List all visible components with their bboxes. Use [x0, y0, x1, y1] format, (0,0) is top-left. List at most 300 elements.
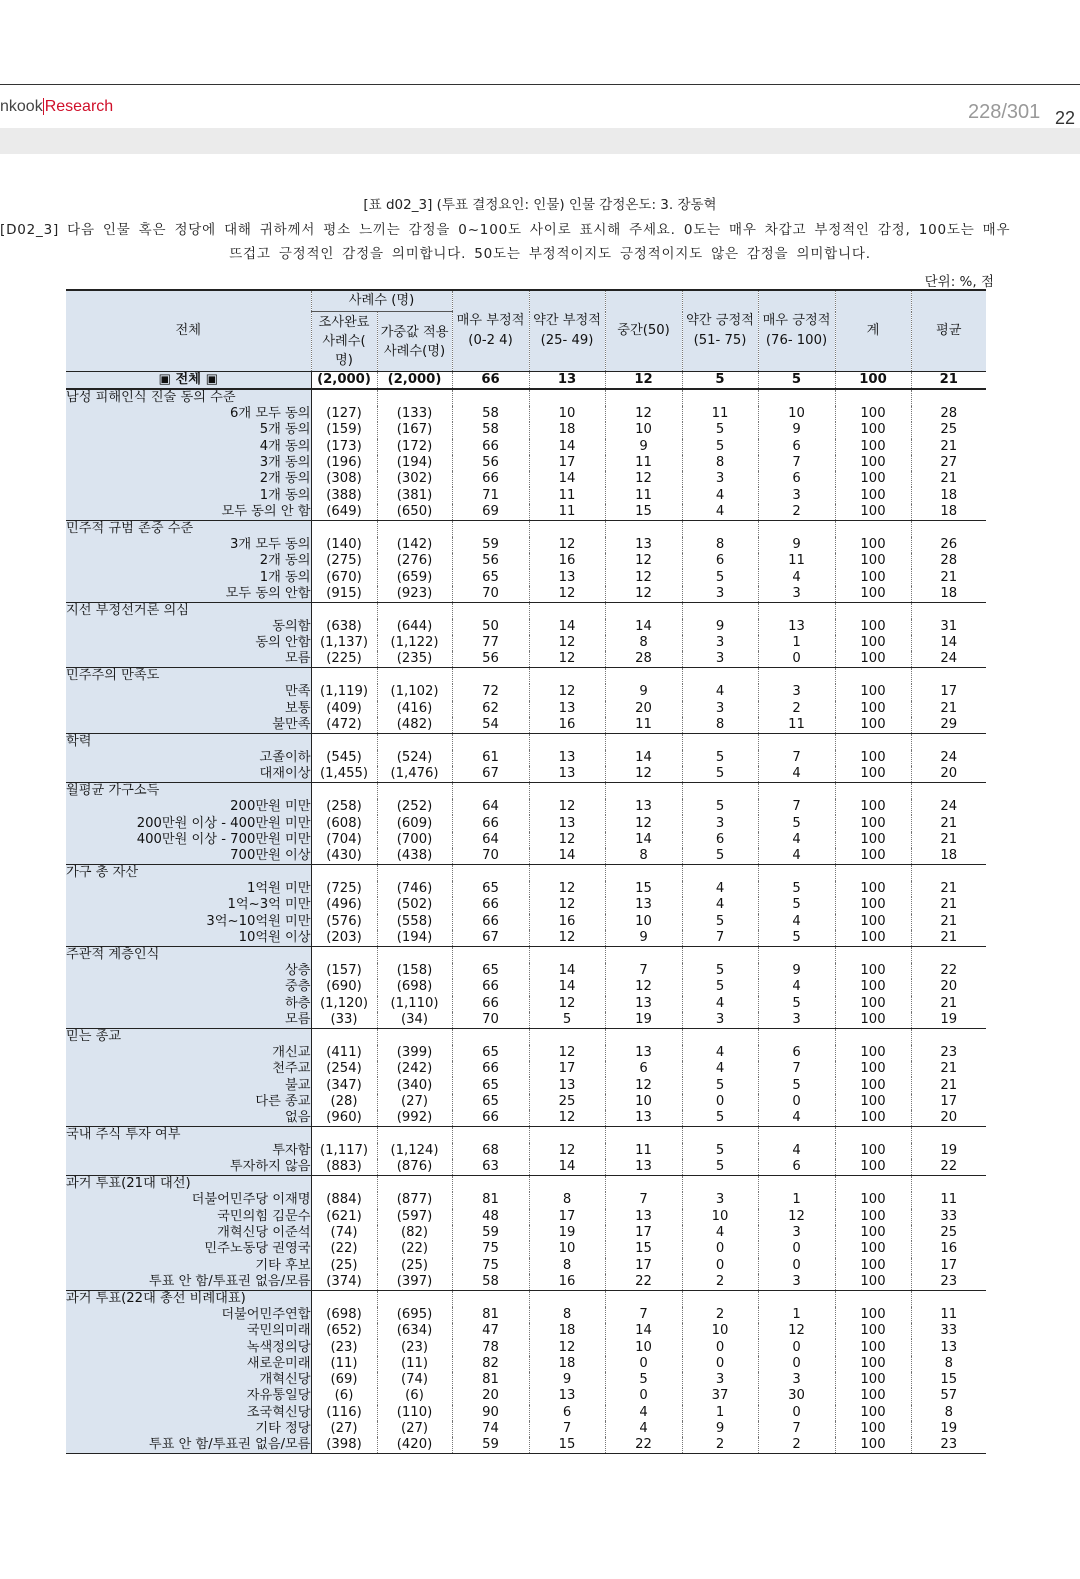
table-row [66, 799, 986, 815]
table-cell: 0 [682, 1339, 758, 1355]
group-title: 주관적 계층인식 [66, 946, 311, 963]
table-cell: 21 [911, 471, 986, 487]
table-row [66, 1388, 986, 1404]
group-spacer-cell [311, 602, 377, 619]
table-cell: 66 [452, 1110, 529, 1127]
group-spacer-cell [311, 1176, 377, 1193]
group-spacer-cell [911, 668, 986, 685]
table-cell: 3 [758, 586, 835, 603]
table-cell: 17 [529, 455, 605, 471]
table-row [66, 815, 986, 831]
group-title: 국내 주식 투자 여부 [66, 1127, 311, 1144]
table-cell: 0 [682, 1356, 758, 1372]
table-cell: 3 [758, 1372, 835, 1388]
table-cell: 8 [529, 1258, 605, 1274]
table-cell: 11 [605, 1143, 682, 1159]
table-cell: 3 [682, 651, 758, 668]
table-row [66, 881, 986, 897]
table-cell: 100 [835, 586, 911, 603]
table-cell: 66 [452, 471, 529, 487]
table-cell: 0 [758, 1339, 835, 1355]
table-cell: 8 [682, 455, 758, 471]
group-title: 남성 피해인식 진술 동의 수준 [66, 389, 311, 406]
group-spacer-cell [377, 946, 452, 963]
table-cell: 20 [911, 1110, 986, 1127]
table-row [66, 717, 986, 734]
group-spacer-cell [529, 389, 605, 406]
table-row [66, 1209, 986, 1225]
table-cell: 10 [605, 914, 682, 930]
table-cell: (1,102) [377, 684, 452, 700]
group-spacer-cell [682, 733, 758, 750]
table-cell: (876) [377, 1159, 452, 1176]
table-cell: 70 [452, 1012, 529, 1029]
table-cell: 100 [835, 1045, 911, 1061]
table-cell: 14 [529, 1159, 605, 1176]
table-cell: (74) [311, 1225, 377, 1241]
unit-label: 단위: %, 점 [924, 274, 994, 290]
table-cell: 17 [529, 1061, 605, 1077]
table-cell: 13 [758, 619, 835, 635]
group-spacer-cell [835, 1127, 911, 1144]
table-cell: 11 [529, 504, 605, 521]
table-cell: 82 [452, 1356, 529, 1372]
table-cell: 26 [911, 537, 986, 553]
table-cell: (438) [377, 848, 452, 865]
table-cell: 100 [835, 1405, 911, 1421]
table-cell: 61 [452, 750, 529, 766]
table-cell: 27 [911, 455, 986, 471]
table-cell: (34) [377, 1012, 452, 1029]
table-cell: (158) [377, 963, 452, 979]
table-row [66, 996, 986, 1012]
table-cell: 5 [682, 848, 758, 865]
table-cell: 9 [682, 619, 758, 635]
table-cell: (2,000) [311, 372, 377, 390]
group-spacer-cell [452, 520, 529, 537]
table-cell: (82) [377, 1225, 452, 1241]
group-spacer-cell [911, 733, 986, 750]
table-cell: 17 [911, 684, 986, 700]
table-cell: 5 [758, 897, 835, 913]
table-cell: 25 [529, 1094, 605, 1110]
group-spacer-cell [452, 389, 529, 406]
group-spacer-cell [682, 946, 758, 963]
table-cell: 2 [758, 504, 835, 521]
row-label: 대재이상 [66, 766, 311, 783]
table-cell: 9 [605, 684, 682, 700]
table-cell: 4 [682, 487, 758, 503]
table-cell: 67 [452, 930, 529, 947]
table-cell: 100 [835, 439, 911, 455]
table-cell: 10 [529, 1241, 605, 1257]
table-row [66, 1241, 986, 1257]
table-cell: 0 [758, 1094, 835, 1110]
group-spacer-cell [911, 520, 986, 537]
row-label: 중층 [66, 979, 311, 995]
table-cell: 21 [911, 1061, 986, 1077]
table-cell: 22 [911, 1159, 986, 1176]
table-cell: 65 [452, 963, 529, 979]
table-cell: 18 [911, 848, 986, 865]
table-cell: 6 [605, 1061, 682, 1077]
table-cell: 12 [529, 586, 605, 603]
table-cell: 15 [605, 504, 682, 521]
row-label: 고졸이하 [66, 750, 311, 766]
table-cell: 11 [911, 1192, 986, 1208]
table-cell: 100 [835, 1356, 911, 1372]
table-row [66, 1225, 986, 1241]
table-cell: 66 [452, 979, 529, 995]
row-label: 1개 동의 [66, 569, 311, 585]
group-spacer-cell [311, 668, 377, 685]
table-cell: 8 [911, 1405, 986, 1421]
table-cell: (1,124) [377, 1143, 452, 1159]
group-spacer-cell [605, 520, 682, 537]
group-spacer-cell [758, 783, 835, 800]
group-spacer-cell [605, 1028, 682, 1045]
table-cell: 56 [452, 455, 529, 471]
table-cell: (690) [311, 979, 377, 995]
table-cell: 18 [529, 1323, 605, 1339]
table-cell: 100 [835, 1323, 911, 1339]
table-cell: (347) [311, 1077, 377, 1093]
group-spacer-cell [835, 1290, 911, 1307]
question-text [0, 218, 1070, 266]
table-cell: 3 [682, 815, 758, 831]
table-cell: 5 [682, 766, 758, 783]
row-label: 녹색정의당 [66, 1339, 311, 1355]
row-label: 투자함 [66, 1143, 311, 1159]
table-cell: 18 [529, 422, 605, 438]
table-row [66, 439, 986, 455]
table-cell: 65 [452, 569, 529, 585]
table-cell: 3 [758, 1225, 835, 1241]
group-spacer-cell [835, 1176, 911, 1193]
row-label: 6개 모두 동의 [66, 406, 311, 422]
table-cell: 100 [835, 914, 911, 930]
table-cell: 9 [605, 439, 682, 455]
table-cell: 12 [529, 1110, 605, 1127]
row-label: 1개 동의 [66, 487, 311, 503]
group-spacer-cell [605, 865, 682, 882]
table-header [66, 290, 986, 372]
row-label: 4개 동의 [66, 439, 311, 455]
table-row [66, 651, 986, 668]
group-spacer-cell [605, 1176, 682, 1193]
table-cell: 2 [758, 701, 835, 717]
table-cell: (22) [311, 1241, 377, 1257]
table-cell: 12 [605, 815, 682, 831]
table-cell: 68 [452, 1143, 529, 1159]
table-cell: (275) [311, 553, 377, 569]
row-label: 3개 모두 동의 [66, 537, 311, 553]
table-cell: 11 [605, 455, 682, 471]
table-row [66, 832, 986, 848]
table-cell: 24 [911, 799, 986, 815]
table-cell: 74 [452, 1421, 529, 1437]
row-label: 모두 동의 안 함 [66, 504, 311, 521]
table-cell: 66 [452, 897, 529, 913]
table-cell: 12 [529, 881, 605, 897]
table-cell: 12 [605, 766, 682, 783]
group-title: 학력 [66, 733, 311, 750]
group-spacer-cell [605, 1290, 682, 1307]
group-spacer-cell [835, 520, 911, 537]
table-cell: 47 [452, 1323, 529, 1339]
group-spacer-cell [529, 1176, 605, 1193]
table-cell: (652) [311, 1323, 377, 1339]
table-row [66, 422, 986, 438]
group-spacer-cell [758, 865, 835, 882]
table-cell: 12 [605, 406, 682, 422]
group-spacer-cell [311, 946, 377, 963]
table-cell: 66 [452, 914, 529, 930]
table-cell: 22 [605, 1274, 682, 1291]
table-cell: (258) [311, 799, 377, 815]
group-spacer-cell [605, 389, 682, 406]
table-cell: 56 [452, 553, 529, 569]
table-row [66, 1192, 986, 1208]
table-cell: (1,455) [311, 766, 377, 783]
table-cell: 23 [911, 1437, 986, 1454]
table-cell: 66 [452, 439, 529, 455]
table-cell: 100 [835, 1388, 911, 1404]
row-label: 200만원 미만 [66, 799, 311, 815]
table-cell: 5 [682, 799, 758, 815]
row-label: 10억원 이상 [66, 930, 311, 947]
group-spacer-cell [529, 865, 605, 882]
table-cell: 11 [758, 717, 835, 734]
table-cell: 5 [682, 979, 758, 995]
table-cell: (992) [377, 1110, 452, 1127]
table-cell: 7 [758, 1061, 835, 1077]
table-cell: 22 [911, 963, 986, 979]
table-cell: (621) [311, 1209, 377, 1225]
header-slightly-negative: 약간 부정적(25- 49) [529, 290, 605, 372]
group-title: 과거 투표(21대 대선) [66, 1176, 311, 1193]
group-spacer-cell [911, 389, 986, 406]
table-cell: 3 [758, 1274, 835, 1291]
table-cell: 8 [529, 1307, 605, 1323]
table-row [66, 504, 986, 521]
group-spacer-cell [452, 1176, 529, 1193]
table-cell: (194) [377, 455, 452, 471]
table-cell: 1 [758, 635, 835, 651]
table-cell: 7 [605, 963, 682, 979]
page-number-side: 22 [1055, 108, 1076, 128]
table-cell: 15 [605, 1241, 682, 1257]
table-cell: 71 [452, 487, 529, 503]
table-cell: (340) [377, 1077, 452, 1093]
table-cell: (644) [377, 619, 452, 635]
table-cell: 4 [682, 504, 758, 521]
table-cell: 12 [529, 1045, 605, 1061]
group-spacer-cell [452, 946, 529, 963]
table-cell: 64 [452, 799, 529, 815]
table-cell: 16 [911, 1241, 986, 1257]
table-cell: 5 [758, 1077, 835, 1093]
table-cell: 12 [529, 651, 605, 668]
group-spacer-cell [911, 602, 986, 619]
group-header-row [66, 1176, 986, 1193]
table-cell: 100 [835, 799, 911, 815]
table-cell: 14 [529, 963, 605, 979]
table-cell: (430) [311, 848, 377, 865]
table-cell: 20 [452, 1388, 529, 1404]
table-cell: 7 [758, 1421, 835, 1437]
table-cell: 5 [682, 422, 758, 438]
table-cell: 100 [835, 537, 911, 553]
table-cell: (308) [311, 471, 377, 487]
table-cell: 100 [835, 1159, 911, 1176]
row-label: 자유통일당 [66, 1388, 311, 1404]
group-spacer-cell [911, 1028, 986, 1045]
table-cell: 100 [835, 815, 911, 831]
table-row [66, 1159, 986, 1176]
row-label: 2개 동의 [66, 471, 311, 487]
table-cell: 15 [529, 1437, 605, 1454]
table-cell: (381) [377, 487, 452, 503]
group-header-row [66, 1127, 986, 1144]
group-header-row [66, 1290, 986, 1307]
table-cell: (157) [311, 963, 377, 979]
table-cell: 11 [529, 487, 605, 503]
table-cell: 10 [682, 1209, 758, 1225]
table-cell: 100 [835, 569, 911, 585]
table-cell: 14 [605, 832, 682, 848]
table-cell: 0 [605, 1356, 682, 1372]
table-cell: 100 [835, 1437, 911, 1454]
table-cell: 3 [682, 1372, 758, 1388]
table-cell: 21 [911, 881, 986, 897]
table-cell: 13 [911, 1339, 986, 1355]
table-cell: 4 [605, 1421, 682, 1437]
table-cell: 21 [911, 439, 986, 455]
table-cell: 4 [682, 1045, 758, 1061]
group-spacer-cell [452, 1290, 529, 1307]
group-spacer-cell [682, 783, 758, 800]
group-spacer-cell [835, 389, 911, 406]
table-cell: 31 [911, 619, 986, 635]
table-row [66, 914, 986, 930]
group-spacer-cell [682, 1290, 758, 1307]
group-spacer-cell [758, 520, 835, 537]
group-spacer-cell [758, 946, 835, 963]
table-cell: 100 [835, 1225, 911, 1241]
table-cell: 21 [911, 832, 986, 848]
group-spacer-cell [529, 1127, 605, 1144]
group-spacer-cell [311, 1290, 377, 1307]
table-cell: 5 [529, 1012, 605, 1029]
table-cell: 100 [835, 651, 911, 668]
row-label: 개혁신당 이준석 [66, 1225, 311, 1241]
header-sample-group: 사례수 (명) [311, 290, 452, 312]
row-label: 모름 [66, 651, 311, 668]
table-cell: 13 [605, 1209, 682, 1225]
table-cell: 21 [911, 815, 986, 831]
company-logo: nkook Research [0, 98, 114, 115]
table-cell: (2,000) [377, 372, 452, 390]
table-cell: (133) [377, 406, 452, 422]
table-cell: 4 [682, 881, 758, 897]
table-cell: 30 [758, 1388, 835, 1404]
table-cell: 17 [911, 1258, 986, 1274]
table-cell: (411) [311, 1045, 377, 1061]
table-cell: 2 [682, 1307, 758, 1323]
row-label: 400만원 이상 - 700만원 미만 [66, 832, 311, 848]
table-cell: 18 [911, 487, 986, 503]
table-cell: 100 [835, 1307, 911, 1323]
table-cell: 7 [682, 930, 758, 947]
group-spacer-cell [529, 733, 605, 750]
table-cell: (746) [377, 881, 452, 897]
row-label: 하층 [66, 996, 311, 1012]
table-cell: 5 [758, 372, 835, 390]
group-title: 민주주의 만족도 [66, 668, 311, 685]
table-cell: (302) [377, 471, 452, 487]
table-cell: 70 [452, 586, 529, 603]
table-cell: 8 [605, 635, 682, 651]
row-label: 새로운미래 [66, 1356, 311, 1372]
row-label: 민주노동당 권영국 [66, 1241, 311, 1257]
table-cell: 100 [835, 1061, 911, 1077]
table-cell: 20 [911, 979, 986, 995]
table-cell: 66 [452, 815, 529, 831]
table-cell: 9 [758, 537, 835, 553]
table-cell: (698) [377, 979, 452, 995]
table-cell: (399) [377, 1045, 452, 1061]
table-row [66, 553, 986, 569]
table-row [66, 1421, 986, 1437]
table-cell: (252) [377, 799, 452, 815]
table-cell: (374) [311, 1274, 377, 1291]
group-header-row [66, 733, 986, 750]
table-cell: 20 [605, 701, 682, 717]
table-cell: 0 [682, 1094, 758, 1110]
group-spacer-cell [758, 1176, 835, 1193]
table-cell: 58 [452, 1274, 529, 1291]
table-cell: (242) [377, 1061, 452, 1077]
group-spacer-cell [377, 783, 452, 800]
table-cell: 2 [682, 1274, 758, 1291]
table-cell: (545) [311, 750, 377, 766]
table-cell: (74) [377, 1372, 452, 1388]
table-cell: 19 [911, 1012, 986, 1029]
table-cell: (650) [377, 504, 452, 521]
table-cell: 69 [452, 504, 529, 521]
table-cell: (923) [377, 586, 452, 603]
table-cell: 28 [605, 651, 682, 668]
table-cell: 18 [911, 504, 986, 521]
table-row [66, 750, 986, 766]
table-cell: (398) [311, 1437, 377, 1454]
table-cell: 50 [452, 619, 529, 635]
table-cell: (1,120) [311, 996, 377, 1012]
group-title: 지선 부정선거론 의심 [66, 602, 311, 619]
table-cell: 19 [911, 1421, 986, 1437]
group-spacer-cell [529, 1290, 605, 1307]
table-cell: (416) [377, 701, 452, 717]
table-cell: 5 [682, 963, 758, 979]
table-cell: 4 [758, 979, 835, 995]
table-cell: 12 [605, 569, 682, 585]
table-cell: 1 [682, 1405, 758, 1421]
table-cell: 67 [452, 766, 529, 783]
table-cell: 100 [835, 487, 911, 503]
table-cell: (254) [311, 1061, 377, 1077]
table-cell: 33 [911, 1209, 986, 1225]
